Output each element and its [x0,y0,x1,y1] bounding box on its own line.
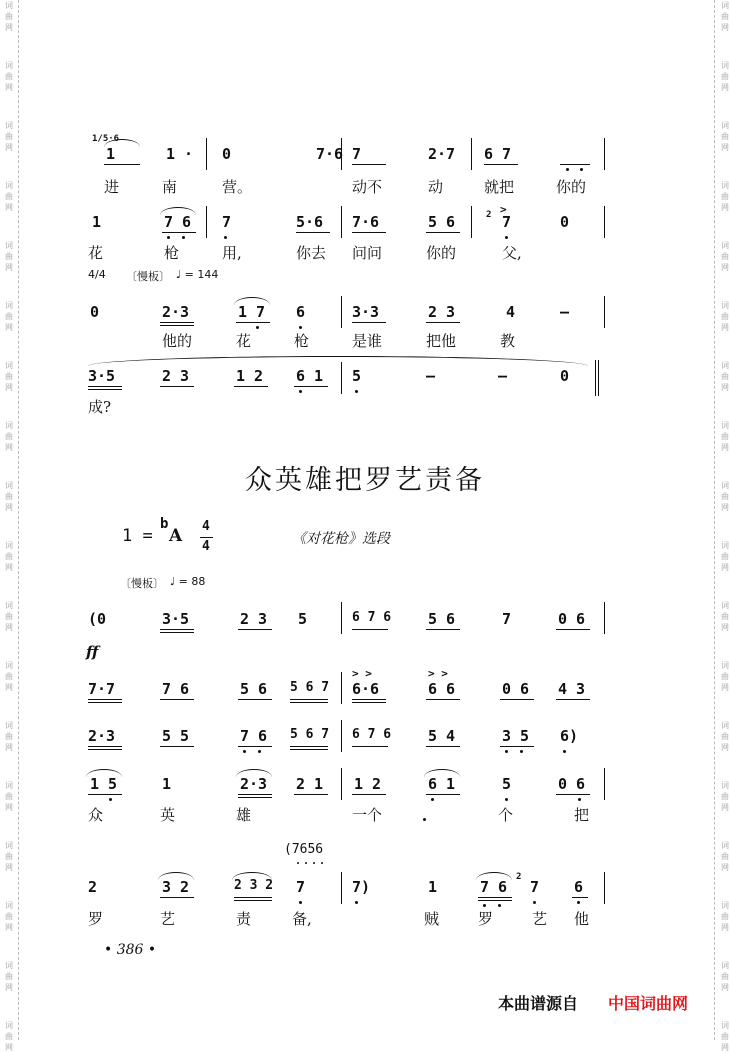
barline [206,206,207,238]
note: 4 [506,303,516,321]
note: 7·7 [88,680,116,698]
underline [556,629,590,630]
lyric: 罗 [88,910,104,928]
underline [352,164,386,165]
note: 6 [574,878,584,896]
watermark-text: 词 曲 网 [721,781,729,812]
lyric: 个 [498,806,514,824]
dash: — [560,303,570,321]
grace-note: 1/5·6 [92,134,120,144]
octave-dot [483,904,486,907]
note: 5 6 [428,213,456,231]
underline [238,629,272,630]
underline [160,386,194,387]
watermark-text: 词 曲 网 [721,841,729,872]
note: 0 6 [558,775,586,793]
octave-dot [297,862,299,864]
lyric: 责 [236,910,252,928]
octave-dot [431,798,434,801]
lyric: 贼 [424,910,440,928]
watermark-text: 词 曲 网 [5,481,13,512]
barline [604,206,605,238]
watermark-text: 词 曲 网 [5,541,13,572]
lyric: 他的 [162,332,193,350]
note: 7 [502,213,512,231]
watermark-text: 词 曲 网 [5,241,13,272]
octave-dot [256,326,259,329]
note: 1 2 [354,775,382,793]
watermark-text: 词 曲 网 [721,241,729,272]
underline [556,794,590,795]
note: 7 [296,878,306,896]
octave-dot [258,750,261,753]
watermark-text: 词 曲 网 [721,1021,729,1052]
tempo-bpm: ♩ = 88 [170,575,206,588]
note: 2 1 [296,775,324,793]
note: 1 2 [236,367,264,385]
watermark-text: 词 曲 网 [5,1021,13,1052]
note: 2 3 [240,610,268,628]
lyric: 动 [428,178,444,196]
lyric: 艺 [532,910,548,928]
octave-dot [305,862,307,864]
watermark-text: 词 曲 网 [5,1,13,32]
octave-dot [580,168,583,171]
underline [88,389,122,390]
watermark-text: 词 曲 网 [721,421,729,452]
note: 2 3 [428,303,456,321]
underline [556,699,590,700]
note: 6 6 [428,680,456,698]
watermark-text: 词 曲 网 [5,721,13,752]
underline [236,322,270,323]
note: 1 5 [90,775,118,793]
watermark-text: 词 曲 网 [5,661,13,692]
octave-dot [566,168,569,171]
underline [88,749,122,750]
watermark-text: 词 曲 网 [721,361,729,392]
underline [88,746,122,747]
note: 1 7 [238,303,266,321]
note: (0 [88,610,107,628]
note: 0 [560,213,570,231]
note: 3·3 [352,303,380,321]
note: 7 [502,610,512,628]
note: 3·5 [88,367,116,385]
octave-dot [321,862,323,864]
note: 7 6 [164,213,192,231]
barline [341,720,342,752]
underline [234,897,272,898]
octave-dot [299,901,302,904]
lyric: 问问 [352,244,383,262]
note: 5 6 [240,680,268,698]
left-margin-watermark [0,0,22,1052]
accent-mark: > [500,203,507,216]
key-note: A [169,526,183,546]
barline [341,768,342,800]
note: 2 3 [162,367,190,385]
note: 5 4 [428,727,456,745]
watermark-text: 词 曲 网 [721,721,729,752]
barline [341,872,342,904]
octave-dot [563,750,566,753]
lyric: 枪 [294,332,310,350]
underline [238,794,272,795]
underline [234,900,272,901]
watermark-text: 词 曲 网 [5,61,13,92]
octave-dot [533,901,536,904]
note: 6 1 [296,367,324,385]
ornament-notes: (7656 [284,842,324,857]
watermark-text: 词 曲 网 [5,781,13,812]
underline [478,897,512,898]
note: 5 6 7 [290,680,330,695]
note: 6 7 [484,145,512,163]
note: 5 [502,775,512,793]
note: 2 3 2 [234,878,274,893]
octave-dot [505,750,508,753]
lyric: 众 [88,806,104,824]
barline [341,296,342,328]
watermark-text: 词 曲 网 [721,301,729,332]
note: 0 [560,367,570,385]
underline [294,794,328,795]
note: 1 · [166,145,194,163]
underline [426,232,460,233]
stray-dot [423,818,426,821]
note: 5 6 7 [290,727,330,742]
lyric: 一个 [352,806,383,824]
note: 0 [90,303,100,321]
lyric: 就把 [484,178,515,196]
underline [160,629,194,630]
note: 6·6 [352,680,380,698]
meter: 4/4 [88,268,106,281]
underline [560,164,590,165]
watermark-text: 词 曲 网 [721,181,729,212]
watermark-text: 词 曲 网 [721,121,729,152]
underline [160,897,194,898]
underline [238,797,272,798]
lyric: 父, [502,244,522,262]
octave-dot [498,904,501,907]
watermark-text: 词 曲 网 [5,601,13,632]
lyric: 成? [88,398,112,416]
watermark-text: 词 曲 网 [5,901,13,932]
underline [238,746,272,747]
note: 5 [298,610,308,628]
accent-marks: > > [352,667,372,680]
underline [572,897,588,898]
underline [352,699,386,700]
underline [352,794,386,795]
final-barline [595,360,599,396]
barline [341,672,342,704]
underline [352,746,388,747]
grace-note: 2 [516,872,522,882]
lyric: 花 [88,244,104,262]
tempo-marking: 〔慢板〕 [120,577,164,590]
octave-dot [182,236,185,239]
note: 7·6 [316,145,344,163]
right-margin-watermark [708,0,730,1052]
underline [88,386,122,387]
lyric: 枪 [164,244,180,262]
watermark-text: 词 曲 网 [721,961,729,992]
watermark-text: 词 曲 网 [721,61,729,92]
underline [500,699,534,700]
note: 3 2 [162,878,190,896]
time-signature-line [200,537,213,538]
lyric: 备, [292,910,312,928]
note: 7 [222,213,232,231]
watermark-text: 词 曲 网 [5,181,13,212]
note: 2·7 [428,145,456,163]
note: 1 [92,213,102,231]
barline [471,138,472,170]
time-signature-bottom: 4 [202,539,210,554]
footer-site-link[interactable]: 中国词曲网 [608,994,689,1013]
octave-dot [520,750,523,753]
barline [341,138,342,170]
note: 7 6 [480,878,508,896]
time-signature-top: 4 [202,519,210,534]
lyric: 他 [574,910,590,928]
underline [352,629,388,630]
barline [206,138,207,170]
page-number: • 386 • [104,942,157,958]
note: 2·3 [88,727,116,745]
watermark-text: 词 曲 网 [721,481,729,512]
underline [234,386,268,387]
barline [604,768,605,800]
note: 7 6 [240,727,268,745]
lyric: 罗 [478,910,494,928]
footer-source-label: 本曲谱源自 [498,994,579,1013]
watermark-text: 词 曲 网 [5,301,13,332]
underline [426,794,460,795]
watermark-text: 词 曲 网 [721,1,729,32]
underline [426,629,460,630]
octave-dot [578,798,581,801]
grace-note: 2 [486,210,492,220]
underline [352,702,386,703]
octave-dot [243,750,246,753]
underline [352,322,386,323]
lyric: 你的 [426,244,457,262]
note: 1 [106,145,116,163]
source-excerpt: 《对花枪》选段 [292,531,390,547]
note: 0 6 [502,680,530,698]
octave-dot [167,236,170,239]
dash: — [498,367,508,385]
note: 6) [560,727,579,745]
note: 7·6 [352,213,380,231]
note: 5 [352,367,362,385]
lyric: 英 [160,806,176,824]
note: 5 6 [428,610,456,628]
underline [484,164,518,165]
tempo-marking: 〔慢板〕 [126,270,170,283]
lyric: 花 [236,332,252,350]
accent-marks: > > [428,667,448,680]
note: 7 [352,145,362,163]
note: 7 [530,878,540,896]
underline [88,794,122,795]
watermark-text: 词 曲 网 [5,961,13,992]
underline [294,386,328,387]
barline [471,206,472,238]
note: 2·3 [162,303,190,321]
dynamic-marking: ff [86,643,99,661]
watermark-text: 词 曲 网 [5,841,13,872]
lyric: 把他 [426,332,457,350]
barline [604,602,605,634]
lyric: 你去 [296,244,327,262]
barline [604,872,605,904]
watermark-text: 词 曲 网 [5,421,13,452]
song-title: 众英雄把罗艺责备 [245,465,485,496]
underline [290,699,328,700]
underline [290,746,328,747]
note: 2·3 [240,775,268,793]
lyric: 雄 [236,806,252,824]
lyric: 动不 [352,178,383,196]
octave-dot [505,236,508,239]
octave-dot [299,390,302,393]
underline [500,746,534,747]
underline [160,746,194,747]
note: 5 5 [162,727,190,745]
note: 1 [428,878,438,896]
note: 1 [162,775,172,793]
lyric: 南 [162,178,178,196]
lyric: 艺 [160,910,176,928]
octave-dot [313,862,315,864]
octave-dot [109,798,112,801]
underline [296,232,330,233]
underline [104,164,140,165]
note: 6 7 6 [352,727,392,742]
tempo-bpm: ♩ = 144 [176,268,219,281]
underline [478,900,512,901]
dash: — [426,367,436,385]
underline [162,232,196,233]
underline [290,702,328,703]
key-flat: b [160,516,169,532]
lyric: 是谁 [352,332,383,350]
octave-dot [355,390,358,393]
note: 6 [296,303,306,321]
watermark-text: 词 曲 网 [721,901,729,932]
underline [426,746,460,747]
underline [290,749,328,750]
note: 4 3 [558,680,586,698]
underline [426,699,460,700]
underline [426,322,460,323]
octave-dot [505,798,508,801]
watermark-text: 词 曲 网 [721,541,729,572]
watermark-text: 词 曲 网 [721,601,729,632]
note: 3 5 [502,727,530,745]
underline [160,322,194,323]
barline [341,362,342,394]
note: 0 6 [558,610,586,628]
barline [341,602,342,634]
underline [160,325,194,326]
key-label: 1 = [122,526,153,546]
lyric: 教 [500,332,516,350]
barline [604,296,605,328]
octave-dot [299,326,302,329]
lyric: 把 [574,806,590,824]
note: 7 6 [162,680,190,698]
note: 6 7 6 [352,610,392,625]
watermark-text: 词 曲 网 [5,361,13,392]
note: 5·6 [296,213,324,231]
lyric: 你的 [556,178,587,196]
underline [160,632,194,633]
barline [604,138,605,170]
underline [352,232,386,233]
octave-dot [355,901,358,904]
barline [341,206,342,238]
octave-dot [577,901,580,904]
watermark-text: 词 曲 网 [721,661,729,692]
underline [88,699,122,700]
note: 7) [352,878,371,896]
lyric: 营。 [222,178,253,196]
note: 2 [88,878,98,896]
long-slur [88,356,588,366]
underline [88,702,122,703]
underline [160,699,194,700]
note: 3·5 [162,610,190,628]
lyric: 用, [222,244,242,262]
lyric: 进 [104,178,120,196]
underline [238,699,272,700]
note: 6 1 [428,775,456,793]
octave-dot [224,236,227,239]
note: 0 [222,145,232,163]
watermark-text: 词 曲 网 [5,121,13,152]
